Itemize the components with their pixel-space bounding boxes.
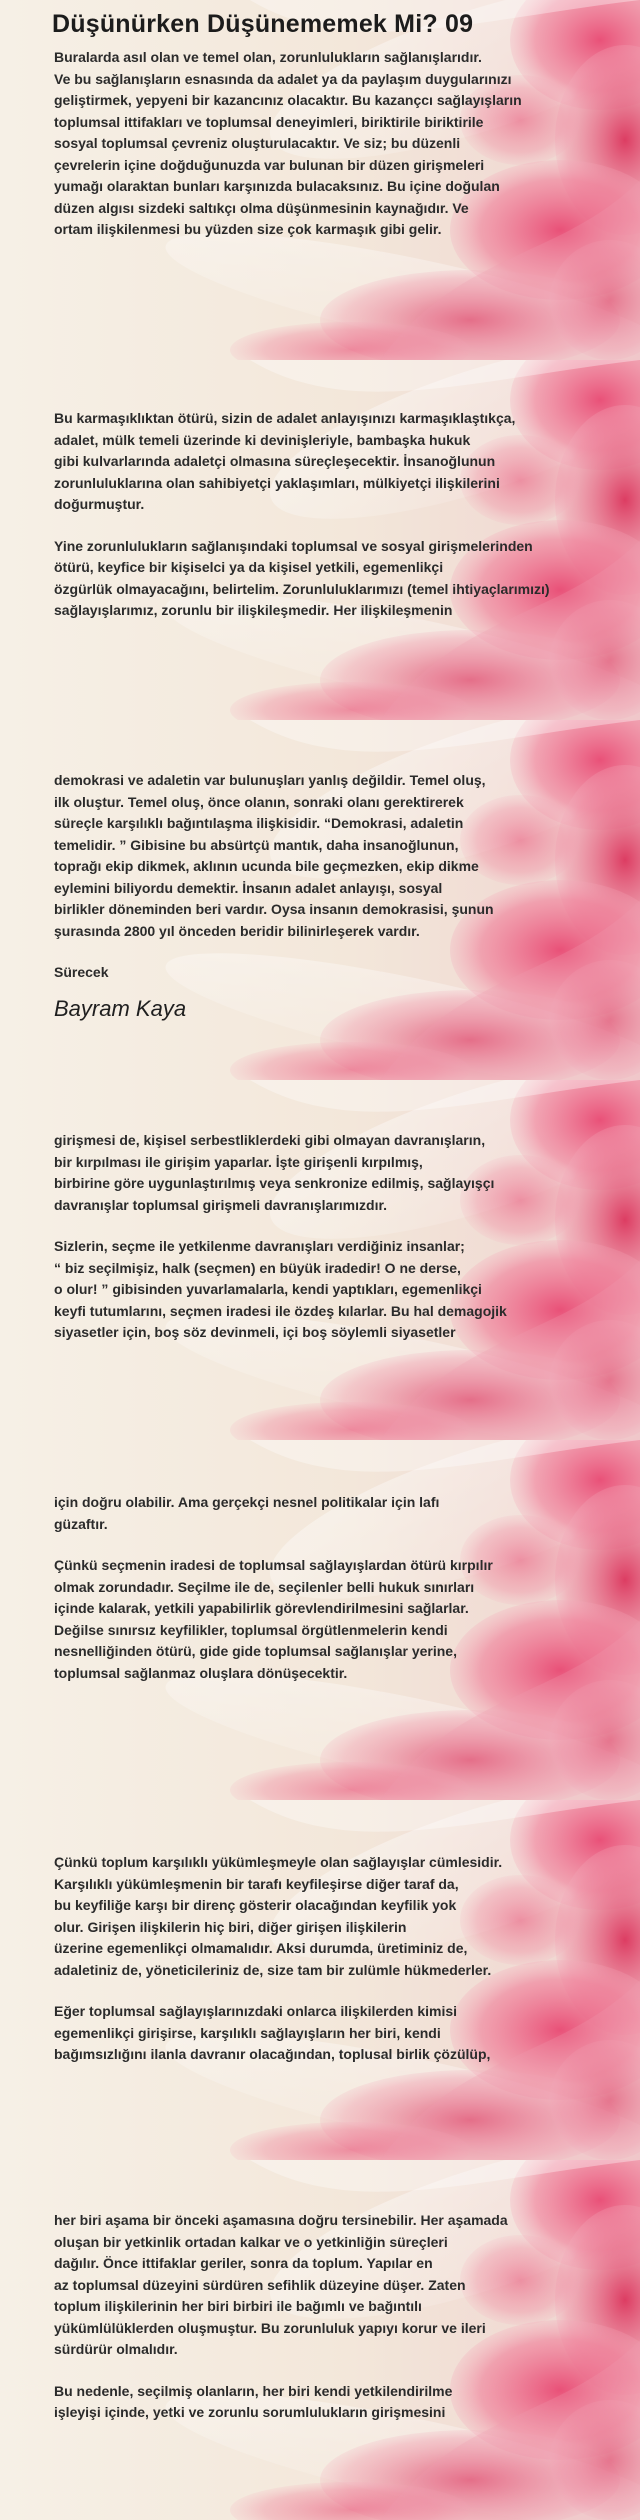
paragraph: Çünkü seçmenin iradesi de toplumsal sağlayışlardan ötürü kırpılır olmak zorundadır. Seçilme ile de, seçilenler belli hukuk sınırları içinde kalarak, yetkili yapabilirlik görevlendirilmesini sağlarlar. Değilse sınırsız keyfilikler, toplumsal örgütlenmelerin kendi nesnelliğinden ötürü, gide gide toplumsal sağlanışlar yerine, toplumsal sağlanmaz oluşlara dönüşecektir. [54, 1557, 493, 1681]
content-panel-2 [0, 360, 640, 720]
panel-text-6 [0, 1800, 574, 2066]
paragraph: Sizlerin, seçme ile yetkilenme davranışları verdiğiniz insanlar; “ biz seçilmişiz, halk (seçmen) en büyük iradedir! O ne derse, o olur! ” gibisinden yuvarlamalarla, kendi yaptıkları, egemenlikçi keyfi tutumlarını, seçmen iradesi ile özdeş kılarlar. Bu hal demagojik siyasetler için, boş söz devinmeli, içi boş söylemli siyasetler [54, 1238, 507, 1340]
panel-text-2 [0, 360, 574, 622]
content-panel-6 [0, 1800, 640, 2160]
content-panel-1 [0, 0, 640, 360]
content-panel-7 [0, 2160, 640, 2520]
paragraph: Buralarda asıl olan ve temel olan, zorunlulukların sağlanışlarıdır. Ve bu sağlanışların esnasında da adalet ya da paylaşım duygularınızı geliştirmek, yepyeni bir kazancınız olacaktır. Bu kazançcı sağlayışların toplumsal ittifakları ve toplumsal deneyimleri, biriktirile biriktirile sosyal toplumsal çevreniz oluşturulacaktır. Ve siz; bu düzenli çevrelerin içine doğduğunuzda var bulunan bir düzen girişmeleri yumağı olaraktan bunları karşınızda bulacaksınız. Bu içine doğulan düzen algısı sizdeki saltıkçı olma düşünmesinin kaynağıdır. Ve ortam ilişkilenmesi bu yüzden size çok karmaşık gibi gelir. [54, 49, 522, 237]
panel-text-3 [0, 720, 574, 1022]
content-panel-5 [0, 1440, 640, 1800]
panel-text-4 [0, 1080, 574, 1344]
paragraph: her biri aşama bir önceki aşamasına doğru tersinebilir. Her aşamada oluşan bir yetkinlik ortadan kalkar ve o yetkinliğin süreçleri dağılır. Önce ittifaklar geriler, sonra da toplum. Yapılar en az toplumsal düzeyini sürdüren sefihlik düzeyine düşer. Zaten toplum ilişkilerinin her biri birbiri ile bağımlı ve bağıntılı yükümlülüklerden oluşmuştur. Bu zorunluluk yapıyı korur ve ileri sürdürür olmalıdır. [54, 2212, 508, 2357]
panel-text-7 [0, 2160, 574, 2424]
panel-text-1 [0, 10, 574, 241]
content-panel-3 [0, 720, 640, 1080]
paragraph: Bu karmaşıklıktan ötürü, sizin de adalet anlayışınızı karmaşıklaştıkça, adalet, mülk temeli üzerinde ki devinişleriyle, bambaşka hukuk gibi kulvarlarında adaletçi olmasına süreçleşecektir. İnsanoğlunun zorunluluklarına olan sahibiyetçi yaklaşımları, mülkiyetçi ilişkilerini doğurmuştur. [54, 410, 516, 512]
page-title: Düşünürken Düşünememek Mi? 09 [52, 10, 474, 38]
paragraph: girişmesi de, kişisel serbestliklerdeki gibi olmayan davranışların, bir kırpılması ile girişim yaparlar. İşte girişenli kırpılmış, birbirine göre uygunlaştırılmış veya senkronize edilmiş, sağlayışçı davranışlar toplumsal girişmeli davranışlarımızdır. [54, 1132, 495, 1213]
paragraph: Eğer toplumsal sağlayışlarınızdaki onlarca ilişkilerden kimisi egemenlikçi girişirse, karşılıklı sağlayışların her biri, kendi bağımsızlığını ilanla davranır olacağından, toplusal birlik çözülüp, [54, 2003, 491, 2062]
content-panel-4 [0, 1080, 640, 1440]
author-signature: Bayram Kaya [54, 995, 187, 1021]
panel-text-5 [0, 1440, 574, 1684]
paragraph: için doğru olabilir. Ama gerçekçi nesnel politikalar için lafı güzaftır. [54, 1494, 440, 1532]
paragraph: Çünkü toplum karşılıklı yükümleşmeyle olan sağlayışlar cümlesidir. Karşılıklı yükümleşmenin bir tarafı keyfileşirse diğer taraf da, bu keyfiliğe karşı bir direnç gösterir olacağından keyfilik yok olur. Girişen ilişkilerin hiç biri, diğer girişen ilişkilerin üzerine egemenlikçi olmamalıdır. Aksi durumda, üretiminiz de, adaletiniz de, yöneticileriniz de, size tam bir zulümle hükmederler. [54, 1854, 503, 1978]
continued-label: Sürecek [54, 964, 109, 980]
paragraph: Yine zorunlulukların sağlanışındaki toplumsal ve sosyal girişmelerinden ötürü, keyfice bir kişiselci ya da kişisel yetkili, egemenlikçi özgürlük olmayacağını, belirtelim. Zorunluluklarımızı (temel ihtiyaçlarımızı) sağlayışlarımız, zorunlu bir ilişkileşmedir. Her ilişkileşmenin [54, 537, 550, 618]
paragraph: Bu nedenle, seçilmiş olanların, her biri kendi yetkilendirilme işleyişi içinde, yetki ve zorunlu sorumlulukların girişmesini [54, 2382, 453, 2420]
paragraph: demokrasi ve adaletin var bulunuşları yanlış değildir. Temel oluş, ilk oluştur. Temel oluş, önce olanın, sonraki olanı gerektirerek süreçle karşılıklı bağıntılaşma ilişkisidir. “Demokrasi, adaletin temelidir. ” Gibisine bu absürtçü mantık, daha insanoğlunun, toprağı ekip dikmek, aklının ucunda bile geçmezken, ekip dikme eylemini biliyordu demektir. İnsanın adalet anlayışı, sosyal birlikler döneminden beri vardır. Oysa insanın demokrasisi, şunun şurasında 2800 yıl önceden beridir bilinirleşerek vardır. [54, 772, 494, 939]
